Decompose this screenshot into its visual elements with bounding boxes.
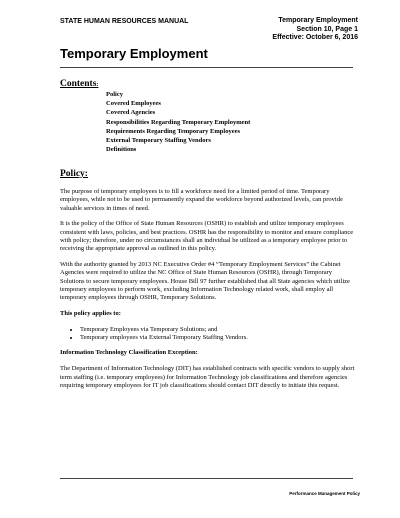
header-doc-title: Temporary Employment [278, 17, 358, 24]
manual-name: STATE HUMAN RESOURCES MANUAL [60, 18, 189, 25]
applies-colon: : [118, 310, 121, 318]
footer-label: Performance Management Policy [289, 491, 360, 496]
contents-label: Contents [60, 79, 97, 89]
contents-heading [60, 79, 98, 89]
policy-paragraph-purpose: The purpose of temporary employees is to fill a workforce need for a limited period of time. Temporary employees, while not to be used to permanently expand the workforce beyond authorized levels, can provide valuable services in times of need. [60, 188, 343, 212]
applies-label: This policy applies to [60, 310, 119, 318]
page-title: Temporary Employment [60, 46, 208, 61]
header-meta [272, 17, 358, 43]
header-section: Section 10, Page 1 [296, 25, 358, 33]
it-exception-paragraph: The Department of Information Technology (DIT) has established contracts with specific vendors to supply short term staffing (i.e. temporary employees) for Information Technology job classifications and therefore agencies requiring temporary employees for IT job classifications should contact DIT directly to initiate this request. [60, 365, 355, 389]
list-item: • Temporary Employees via Temporary Solutions; and [80, 326, 355, 334]
bottom-divider [60, 478, 353, 479]
header-effective-date: Effective: October 6, 2016 [272, 34, 358, 42]
toc-item: External Temporary Staffing Vendors [106, 137, 211, 145]
toc-item: Definitions [106, 146, 137, 154]
applies-list [60, 326, 355, 343]
table-of-contents [106, 90, 250, 154]
toc-item: Policy [106, 91, 123, 98]
policy-paragraph-authority: With the authority granted by 2013 NC Executive Order #4 “Temporary Employment Services” the Cabinet Agencies were required to utilize the NC Office of State Human Resources (OSHR), through Temporary Solutions to secure temporary employees. House Bill 97 further established that all State agencies which utilize temporary employees to perform work, excluding Information Technology related work, shall employ all temporary employees through OSHR, Temporary Solutions. [60, 261, 350, 302]
applies-heading [60, 310, 355, 318]
toc-item: Covered Employees [106, 100, 161, 108]
policy-heading: Policy: [60, 169, 88, 179]
policy-paragraph-osr: It is the policy of the Office of State Human Resources (OSHR) to establish and utilize temporary employees consistent with laws, policies, and best practices. OSHR has the responsibility to monitor and ensure compliance with policy; therefore, under no circumstances shall an individual be utilized as a temporary employee prior to receiving the appropriate approval as outlined in this policy. [60, 220, 354, 253]
toc-item: Requirements Regarding Temporary Employees [106, 127, 241, 135]
it-exception-heading: Information Technology Classification Exception: [60, 349, 198, 357]
toc-item: Covered Agencies [106, 109, 156, 117]
contents-colon: : [96, 82, 99, 88]
policy-body [60, 188, 355, 398]
top-divider [60, 67, 353, 68]
toc-item: Responsibilities Regarding Temporary Employment [106, 118, 251, 126]
list-item: • Temporary employees via External Temporary Staffing Vendors. [80, 334, 355, 342]
